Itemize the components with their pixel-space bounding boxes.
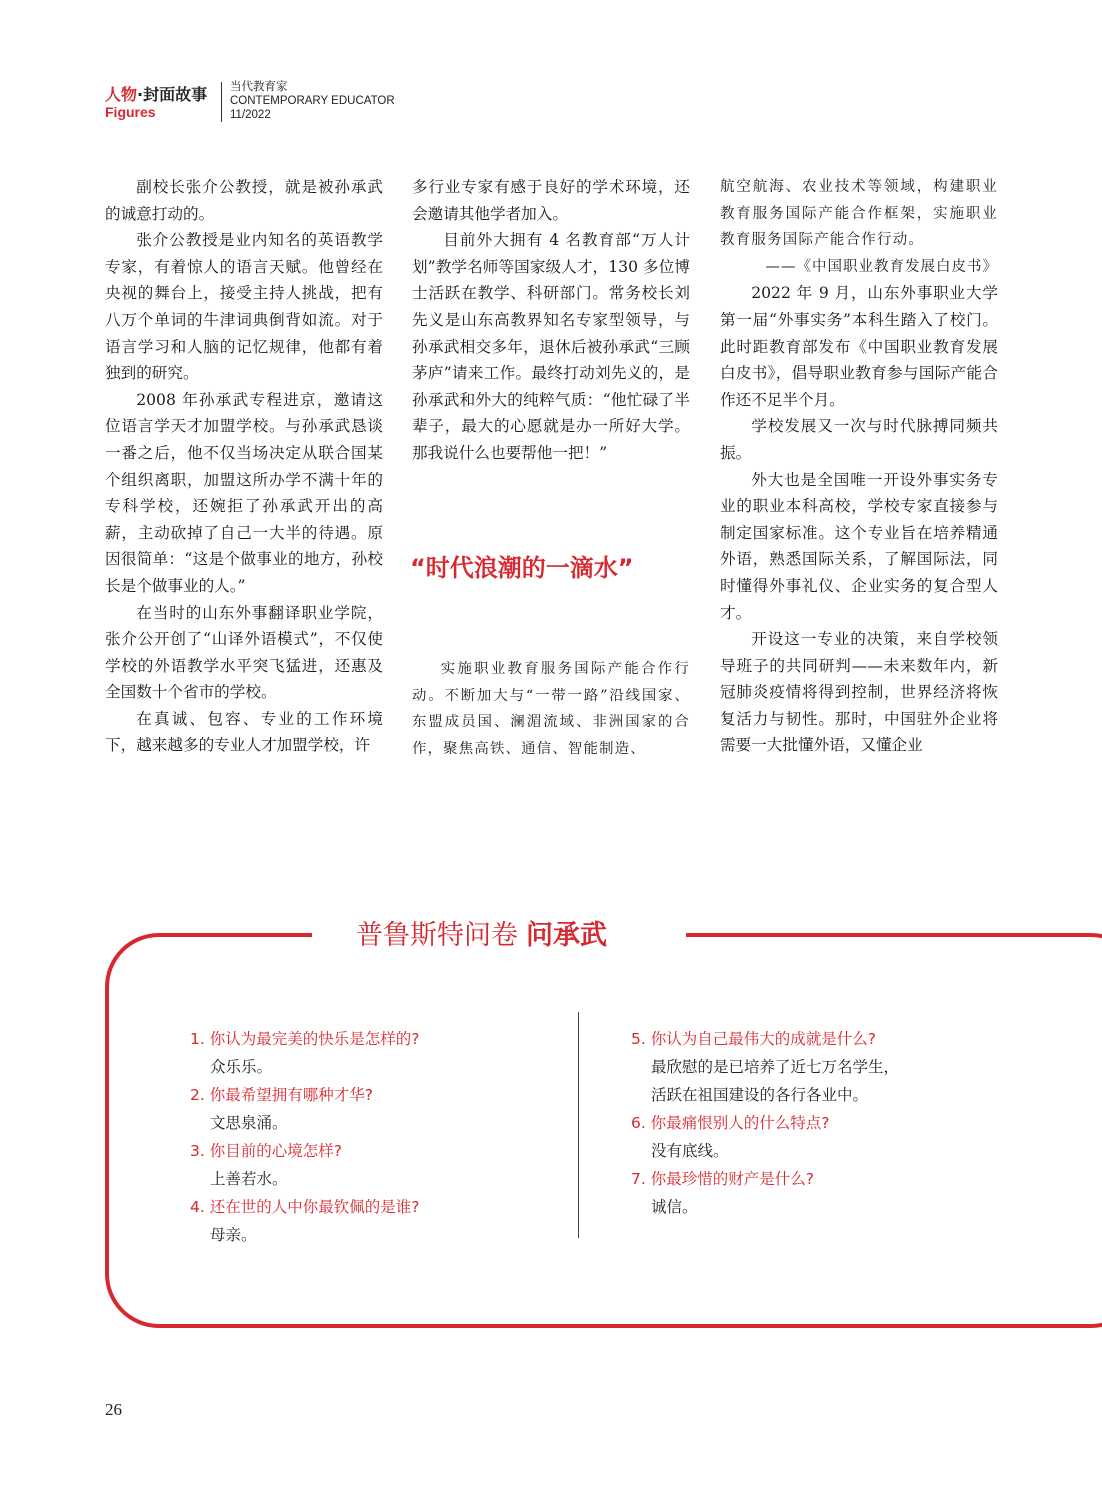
- answer: 活跃在祖国建设的各行各业中。: [651, 1086, 869, 1104]
- paragraph: 目前外大拥有 4 名教育部“万人计划”教学名师等国家级人才，130 多位博士活跃在教学、科研部门。常务校长刘先义是山东高教界知名专家型领导，与孙承武相交多年，退休后被孙承武“三顾茅庐”请来工作。最终打动刘先义的，是孙承武和外大的纯粹气质：“他忙碌了半辈子，最大的心愿就是办一所好大学。那我说什么也要帮他一把！”: [412, 231, 690, 462]
- questionnaire-divider: [578, 1012, 579, 1238]
- magazine-info: [230, 80, 395, 122]
- paragraph: 2008 年孙承武专程进京，邀请这位语言学天才加盟学校。与孙承武恳谈一番之后，他不仅当场决定从联合国某个组织离职，加盟这所办学不满十年的专科学校，还婉拒了孙承武开出的高薪，主动砍掉了自己一大半的待遇。原因很简单：“这是个做事业的地方，孙校长是个做事业的人。”: [105, 390, 383, 595]
- questionnaire-right: [631, 1025, 899, 1221]
- answer: 诚信。: [651, 1198, 698, 1216]
- page-number: 26: [105, 1400, 122, 1419]
- header-divider: [221, 82, 222, 122]
- answer: 没有底线。: [651, 1142, 729, 1160]
- question: 5. 你认为自己最伟大的成就是什么?: [631, 1030, 876, 1048]
- magazine-name-en: CONTEMPORARY EDUCATOR: [230, 95, 395, 107]
- paragraph: 外大也是全国唯一开设外事实务专业的职业本科高校，学校专家直接参与制定国家标准。这个专业旨在培养精通外语，熟悉国际关系，了解国际法，同时懂得外事礼仪、企业实务的复合型人才。: [720, 470, 998, 622]
- section-label: 人物·封面故事: [105, 85, 208, 104]
- paragraph: 学校发展又一次与时代脉搏同频共振。: [720, 417, 998, 462]
- paragraph: 副校长张介公教授，就是被孙承武的诚意打动的。: [105, 178, 383, 223]
- magazine-name-cn: 当代教育家: [230, 81, 288, 93]
- answer: 母亲。: [210, 1226, 257, 1244]
- answer: 众乐乐。: [210, 1058, 273, 1076]
- article-column-1: [105, 174, 383, 759]
- quote-text: 航空航海、农业技术等领域，构建职业教育服务国际产能合作框架，实施职业教育服务国际产能合作行动。: [720, 179, 998, 249]
- policy-quote: [412, 656, 690, 762]
- question: 2. 你最希望拥有哪种才华?: [190, 1086, 373, 1104]
- questionnaire-title: 普鲁斯特问卷 问承武: [356, 920, 607, 951]
- issue-number: 11/2022: [230, 109, 271, 121]
- article-column-3: [720, 174, 998, 759]
- section-heading: “时代浪潮的一滴水”: [410, 554, 634, 582]
- questionnaire-left: [190, 1025, 419, 1249]
- article-column-2: [412, 174, 690, 467]
- question: 7. 你最珍惜的财产是什么?: [631, 1170, 814, 1188]
- quote-source: ——《中国职业教育发展白皮书》: [765, 258, 998, 275]
- question: 6. 你最痛恨别人的什么特点?: [631, 1114, 830, 1132]
- paragraph: 2022 年 9 月，山东外事职业大学第一届“外事实务”本科生踏入了校门。此时距教育部发布《中国职业教育发展白皮书》，倡导职业教育参与国际产能合作还不足半个月。: [720, 284, 998, 409]
- answer: 上善若水。: [210, 1170, 288, 1188]
- question: 3. 你目前的心境怎样?: [190, 1142, 342, 1160]
- paragraph: 张介公教授是业内知名的英语教学专家，有着惊人的语言天赋。他曾经在央视的舞台上，接受主持人挑战，把有八万个单词的牛津词典倒背如流。对于语言学习和人脑的记忆规律，他都有着独到的研究。: [105, 231, 383, 383]
- question: 1. 你认为最完美的快乐是怎样的?: [190, 1030, 420, 1048]
- paragraph: 在真诚、包容、专业的工作环境下，越来越多的专业人才加盟学校，许: [105, 709, 383, 755]
- section-label-en: Figures: [105, 104, 156, 120]
- paragraph: 开设这一专业的决策，来自学校领导班子的共同研判——未来数年内，新冠肺炎疫情将得到控制，世界经济将恢复活力与韧性。那时，中国驻外企业将需要一大批懂外语，又懂企业: [720, 630, 998, 755]
- answer: 最欣慰的是已培养了近七万名学生，: [651, 1058, 900, 1076]
- question: 4. 还在世的人中你最钦佩的是谁?: [190, 1198, 420, 1216]
- paragraph: 在当时的山东外事翻译职业学院，张介公开创了“山译外语模式”，不仅使学校的外语教学水平突飞猛进，还惠及全国数十个省市的学校。: [105, 603, 383, 702]
- quote-text: 实施职业教育服务国际产能合作行动。不断加大与“一带一路”沿线国家、东盟成员国、澜湄流域、非洲国家的合作，聚焦高铁、通信、智能制造、: [412, 661, 690, 757]
- paragraph: 多行业专家有感于良好的学术环境，还会邀请其他学者加入。: [412, 178, 690, 223]
- answer: 文思泉涌。: [210, 1114, 288, 1132]
